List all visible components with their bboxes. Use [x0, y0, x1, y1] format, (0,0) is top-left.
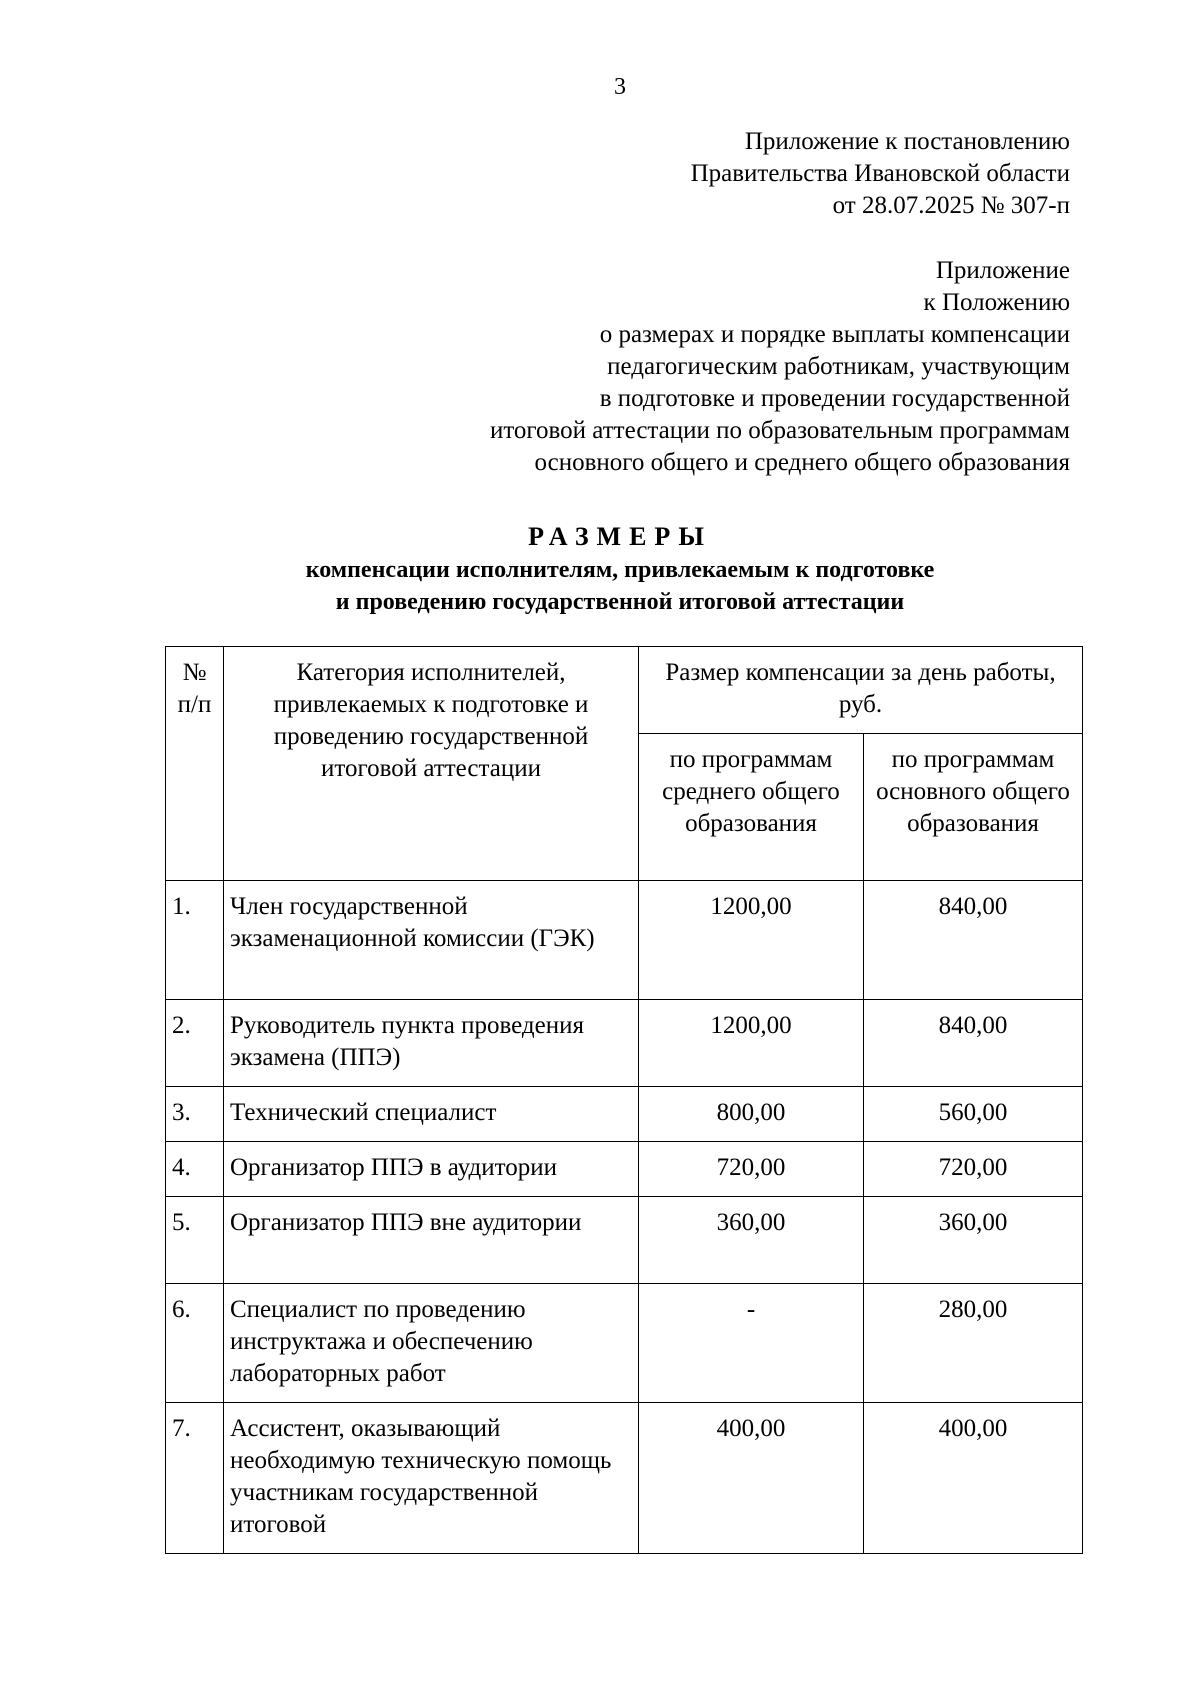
approval-block: [691, 126, 1070, 222]
row-category: Технический специалист: [224, 1087, 639, 1142]
appendix-line: Приложение: [935, 257, 1070, 284]
row-secondary-value: 800,00: [639, 1087, 864, 1142]
row-secondary-value: 1200,00: [639, 881, 864, 1000]
row-secondary-value: 360,00: [639, 1197, 864, 1284]
appendix-line: о размерах и порядке выплаты компенсации: [599, 321, 1070, 348]
row-num: 1.: [166, 881, 224, 1000]
table-row: [166, 1197, 1083, 1284]
table-row: [166, 1087, 1083, 1142]
row-basic-value: 360,00: [864, 1197, 1083, 1284]
header-category: Категория исполнителей, привлекаемых к подготовке и проведению государственной итоговой аттестации: [224, 647, 639, 881]
row-basic-value: 840,00: [864, 881, 1083, 1000]
header-amount: Размер компенсации за день работы, руб.: [639, 647, 1083, 734]
table-row: [166, 1142, 1083, 1197]
title-sub-line: и проведению государственной итоговой аттестации: [335, 589, 905, 615]
row-num: 7.: [166, 1403, 224, 1554]
row-basic-value: 560,00: [864, 1087, 1083, 1142]
appendix-line: педагогическим работникам, участвующим: [607, 353, 1070, 380]
row-num: 5.: [166, 1197, 224, 1284]
row-secondary-value: 720,00: [639, 1142, 864, 1197]
page-number: 3: [614, 74, 626, 100]
row-num: 4.: [166, 1142, 224, 1197]
row-basic-value: 280,00: [864, 1284, 1083, 1403]
compensation-table: [165, 646, 1083, 1554]
title-main: РАЗМЕРЫ: [528, 522, 712, 551]
appendix-line: к Положению: [923, 289, 1070, 316]
document-title: [0, 520, 1200, 618]
header-secondary: по программам среднего общего образования: [639, 734, 864, 881]
row-category: Специалист по проведению инструктажа и обеспечению лабораторных работ: [224, 1284, 639, 1403]
row-num: 2.: [166, 1000, 224, 1087]
header-basic: по программам основного общего образования: [864, 734, 1083, 881]
row-basic-value: 840,00: [864, 1000, 1083, 1087]
appendix-line: итоговой аттестации по образовательным программам: [489, 417, 1070, 444]
row-num: 6.: [166, 1284, 224, 1403]
row-category: Организатор ППЭ в аудитории: [224, 1142, 639, 1197]
table-row: [166, 881, 1083, 1000]
appendix-line: основного общего и среднего общего образования: [534, 449, 1070, 476]
table-row: [166, 1403, 1083, 1554]
row-basic-value: 400,00: [864, 1403, 1083, 1554]
table-header-row: [166, 647, 1083, 734]
row-category: Член государственной экзаменационной комиссии (ГЭК): [224, 881, 639, 1000]
approval-line: Приложение к постановлению: [744, 128, 1070, 155]
header-num: № п/п: [166, 647, 224, 881]
approval-line: Правительства Ивановской области: [690, 160, 1070, 187]
row-num: 3.: [166, 1087, 224, 1142]
row-category: Организатор ППЭ вне аудитории: [224, 1197, 639, 1284]
approval-line: от 28.07.2025 № 307-п: [832, 192, 1070, 219]
table-row: [166, 1284, 1083, 1403]
row-category: Ассистент, оказывающий необходимую техническую помощь участникам государственной итоговой: [224, 1403, 639, 1554]
title-sub-line: компенсации исполнителям, привлекаемым к подготовке: [305, 557, 935, 583]
row-secondary-value: -: [639, 1284, 864, 1403]
row-category: Руководитель пункта проведения экзамена (ППЭ): [224, 1000, 639, 1087]
appendix-block: [490, 255, 1070, 479]
row-secondary-value: 1200,00: [639, 1000, 864, 1087]
table-row: [166, 1000, 1083, 1087]
row-basic-value: 720,00: [864, 1142, 1083, 1197]
appendix-line: в подготовке и проведении государственной: [599, 385, 1070, 412]
row-secondary-value: 400,00: [639, 1403, 864, 1554]
